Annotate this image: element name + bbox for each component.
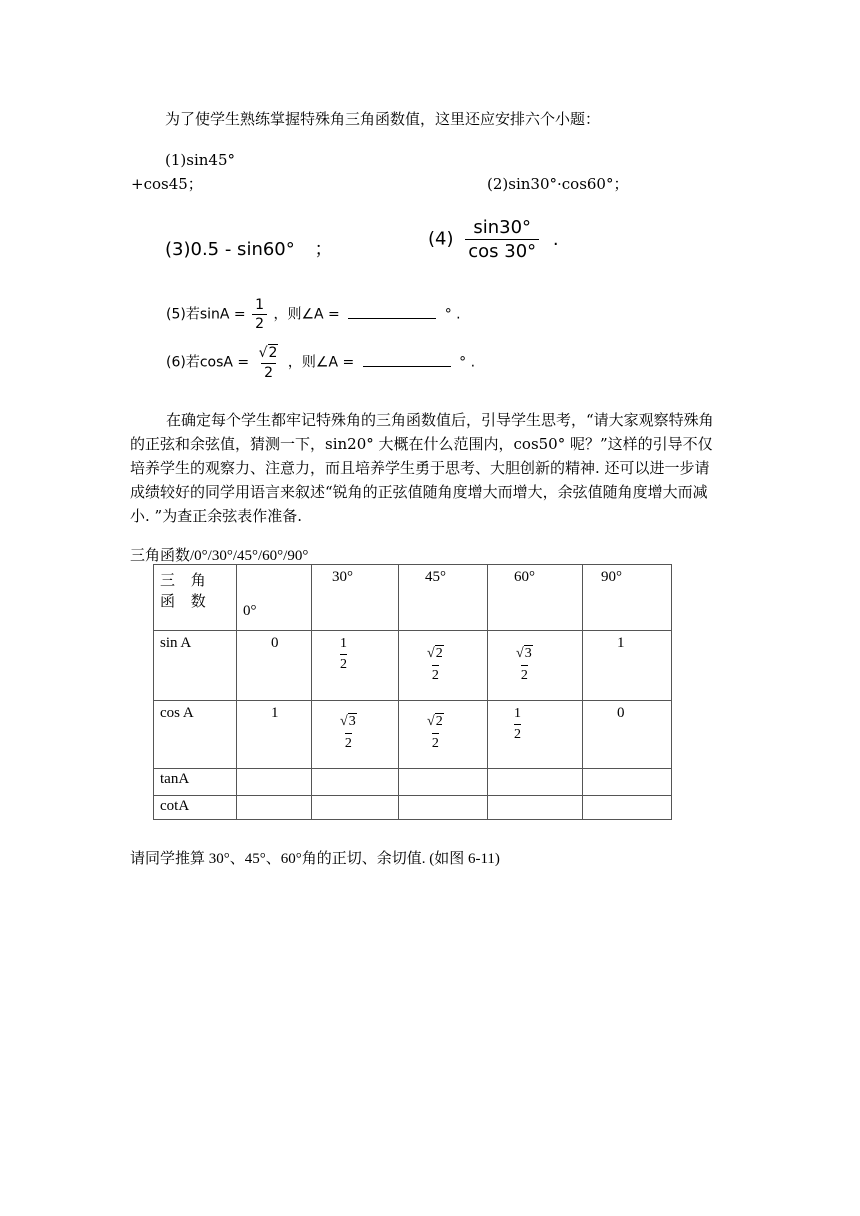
closing-text: 请同学推算 30°、45°、60°角的正切、余切值. (如图 6-11) <box>130 851 500 867</box>
tan-cell <box>583 769 672 796</box>
question-5-prefix: (5)若sinA = <box>166 306 246 323</box>
question-1-part-b: +cos45； <box>131 175 203 193</box>
cot-cell <box>583 796 672 820</box>
sin-0: 0 <box>237 631 312 701</box>
question-3-expression: (3)0.5 - sin60° <box>165 239 295 260</box>
table-row-sin <box>154 631 672 701</box>
question-1-part-a: (1)sin45° <box>165 151 235 169</box>
question-4-prefix: (4) <box>428 228 454 250</box>
intro-text: 为了使学生熟练掌握特殊角三角函数值，这里还应安排六个小题： <box>165 110 601 128</box>
question-6-fraction <box>256 344 282 381</box>
tan-label: tanA <box>154 769 237 796</box>
question-6-numerator: √ 2 <box>258 345 278 361</box>
question-5-fraction <box>252 297 267 332</box>
cos-0: 1 <box>237 701 312 769</box>
table-caption: 三角函数/0°/30°/45°/60°/90° <box>130 548 309 564</box>
question-6-prefix: (6)若cosA = <box>166 354 250 371</box>
question-5-mid: ，则∠A = <box>273 306 340 323</box>
table-header-45: 45° <box>399 565 488 631</box>
question-6 <box>166 344 475 381</box>
cot-label: cotA <box>154 796 237 820</box>
table-header-90: 90° <box>583 565 672 631</box>
question-5 <box>166 297 461 332</box>
cos-60: $\frac{1}{2}$ <box>488 701 583 769</box>
table-header-function: 三 角 函 数 <box>154 565 237 631</box>
question-3-separator: ； <box>314 239 333 260</box>
question-6-mid: ，则∠A = <box>287 354 355 371</box>
question-4-end: . <box>552 228 559 250</box>
question-5-denominator: 2 <box>252 314 267 332</box>
table-header-row <box>154 565 672 631</box>
question-4-denominator: cos 30° <box>465 239 539 262</box>
question-5-answer-blank[interactable] <box>348 304 436 319</box>
sin-30: $\frac{1}{2}$ <box>312 631 399 701</box>
question-2: (2)sin30°·cos60°； <box>487 175 629 193</box>
sin-45: √ 2 2 <box>399 631 488 701</box>
table-row-tan <box>154 769 672 796</box>
table-header-30: 30° <box>312 565 399 631</box>
tan-cell <box>312 769 399 796</box>
tan-cell <box>488 769 583 796</box>
table-header-0: 0° <box>237 565 312 631</box>
tan-cell <box>237 769 312 796</box>
cos-30: √ 3 2 <box>312 701 399 769</box>
question-5-end: ° . <box>444 306 461 323</box>
cos-90: 0 <box>583 701 672 769</box>
sin-label: sin A <box>154 631 237 701</box>
cos-45: √ 2 2 <box>399 701 488 769</box>
cos-label: cos A <box>154 701 237 769</box>
explanation-paragraph: 在确定每个学生都牢记特殊角的三角函数值后，引导学生思考，“请大家观察特殊角的正弦和余弦值，猜测一下，sin20° 大概在什么范围内，cos50° 呢？”这样的引导不仅培养学生的观察力、注意力，而且培养学生勇于思考、大胆创新的精神. 还可以进一步请成绩较好的同学用语言来叙述“锐角的正弦值随角度增大而增大，余弦值随角度增大而减小. ”为查正余弦表作准备. <box>130 411 714 525</box>
question-6-denominator: 2 <box>261 363 276 381</box>
question-6-answer-blank[interactable] <box>363 352 451 367</box>
question-3 <box>165 235 333 261</box>
cot-cell <box>237 796 312 820</box>
question-4-numerator: sin30° <box>473 217 532 238</box>
table-row-cot <box>154 796 672 820</box>
cot-cell <box>312 796 399 820</box>
table-row-cos <box>154 701 672 769</box>
sin-60: √ 3 2 <box>488 631 583 701</box>
table-header-60: 60° <box>488 565 583 631</box>
cot-cell <box>399 796 488 820</box>
sin-90: 1 <box>583 631 672 701</box>
trig-values-table <box>153 564 672 820</box>
question-6-end: ° . <box>459 354 476 371</box>
question-4 <box>428 217 559 262</box>
cot-cell <box>488 796 583 820</box>
question-5-numerator: 1 <box>255 297 265 313</box>
tan-cell <box>399 769 488 796</box>
question-4-fraction <box>465 217 539 262</box>
